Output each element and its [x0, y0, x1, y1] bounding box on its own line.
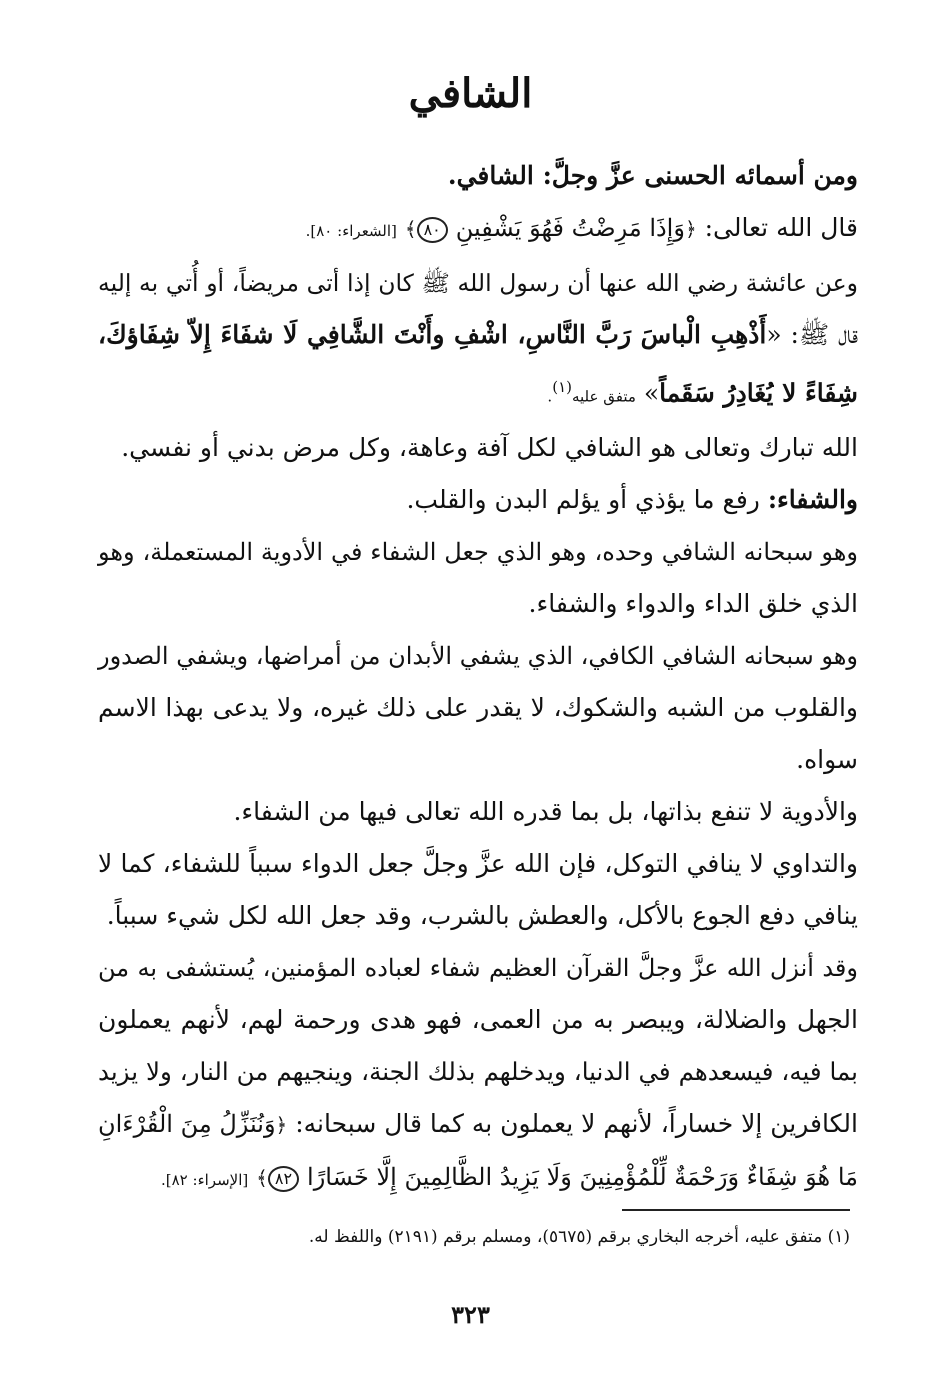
- footnote-divider: [622, 1209, 850, 1211]
- definition-text: رفع ما يؤذي أو يؤلم البدن والقلب.: [406, 485, 760, 515]
- paragraph-line: وهو سبحانه الشافي الكافي، الذي يشفي الأبدان من أمراضها، ويشفي الصدور: [98, 642, 859, 671]
- quran-verse-text: مَا هُوَ شِفَاءٌ وَرَحْمَةٌ لِّلْمُؤْمِنِينَ وَلَا يَزِيدُ الظَّالِمِينَ إِلَّا خَسَارًا: [307, 1163, 858, 1192]
- hadith-lead: قال ﷺ: «: [766, 320, 858, 349]
- quran-close-bracket: ﴾: [404, 217, 417, 241]
- intro-line: ومن أسمائه الحسنى عزَّ وجلَّ: الشافي.: [447, 161, 858, 190]
- paragraph-text: الكافرين إلا خساراً، لأنهم لا يعملون به كما قال سبحانه:: [295, 1109, 858, 1139]
- paragraph-line: وقد أنزل الله عزَّ وجلَّ القرآن العظيم شفاء لعباده المؤمنين، يُستشفى به من: [98, 954, 858, 983]
- paragraph-verse-line: [98, 1098, 858, 1151]
- paragraph-line: ينافي دفع الجوع بالأكل، والعطش بالشرب، وقد جعل الله لكل شيء سبباً.: [106, 901, 858, 931]
- verse-reference: [الإسراء: ٨٢].: [161, 1171, 249, 1190]
- paragraph-line: والقلوب من الشبه والشكوك، لا يقدر على ذلك غيره، ولا يدعى بهذا الاسم: [98, 693, 858, 723]
- paragraph-line: الله تبارك وتعالى هو الشافي لكل آفة وعاهة، وكل مرض بدني أو نفسي.: [121, 433, 858, 463]
- paragraph-line: وهو سبحانه الشافي وحده، وهو الذي جعل الشفاء في الأدوية المستعملة، وهو: [98, 538, 858, 567]
- verse-reference: [الشعراء: ٨٠].: [305, 222, 397, 240]
- footnote: (١) متفق عليه، أخرجه البخاري برقم (٥٦٧٥)، ومسلم برقم (٢١٩١) واللفظ له.: [308, 1227, 850, 1247]
- page-number: ٣٢٣: [451, 1300, 490, 1329]
- quran-close-bracket: ﴾: [256, 1166, 268, 1191]
- verse-line: [98, 202, 858, 257]
- hadith-source: متفق عليه: [571, 387, 636, 406]
- hadith-text-line: [98, 309, 858, 361]
- hadith-text: أَذْهِبِ الْباسَ رَبَّ النَّاسِ، اشْفِ وأَنْتَ الشَّافِي لَا شفَاءَ إِلاّ شِفَاؤكَ،: [98, 320, 767, 349]
- hadith-intro-line: وعن عائشة رضي الله عنها أن رسول الله ﷺ كان إذا أتى مريضاً، أو أُتي به إليه: [98, 269, 858, 297]
- paragraph-line: والأدوية لا تنفع بذاتها، بل بما قدره الله تعالى فيها من الشفاء.: [233, 797, 858, 827]
- quran-verse-text: وَنُنَزِّلُ مِنَ الْقُرْءَانِ: [98, 1110, 276, 1139]
- footnote-marker: (١): [552, 378, 572, 396]
- ayah-number-badge: ٨٠: [417, 217, 448, 243]
- quran-open-bracket: ﴿: [275, 1113, 288, 1138]
- paragraph-line: بما فيه، فيسعدهم في الدنيا، ويدخلهم بذلك الجنة، وينجيهم من النار، ولا يزيد: [98, 1057, 858, 1087]
- page-title: الشافي: [408, 70, 533, 117]
- hadith-text-end: شِفَاءً لا يُغَادِرُ سَقَماً: [659, 378, 858, 408]
- verse-line: [98, 1151, 858, 1206]
- verse-lead: قال الله تعالى:: [704, 213, 858, 242]
- hadith-end-line: [98, 361, 858, 422]
- ayah-number-badge: ٨٢: [268, 1166, 299, 1192]
- paragraph-line: الذي خلق الداء والدواء والشفاء.: [528, 589, 858, 619]
- page-body: [98, 150, 858, 1206]
- quran-open-bracket: ﴿: [684, 217, 697, 241]
- definition-term: والشفاء:: [767, 485, 858, 515]
- paragraph-line: والتداوي لا ينافي التوكل، فإن الله عزَّ وجلَّ جعل الدواء سبباً للشفاء، كما لا: [98, 849, 858, 879]
- definition-line: [98, 474, 858, 526]
- paragraph-line: سواه.: [796, 745, 858, 775]
- hadith-end-mark: .: [547, 387, 553, 406]
- hadith-close-quote: »: [643, 378, 660, 408]
- quran-verse-text: وَإِذَا مَرِضْتُ فَهُوَ يَشْفِينِ: [455, 214, 685, 242]
- paragraph-line: الجهل والضلالة، ويبصر به من العمى، فهو هدى ورحمة لهم، لأنهم يعملون: [98, 1005, 858, 1035]
